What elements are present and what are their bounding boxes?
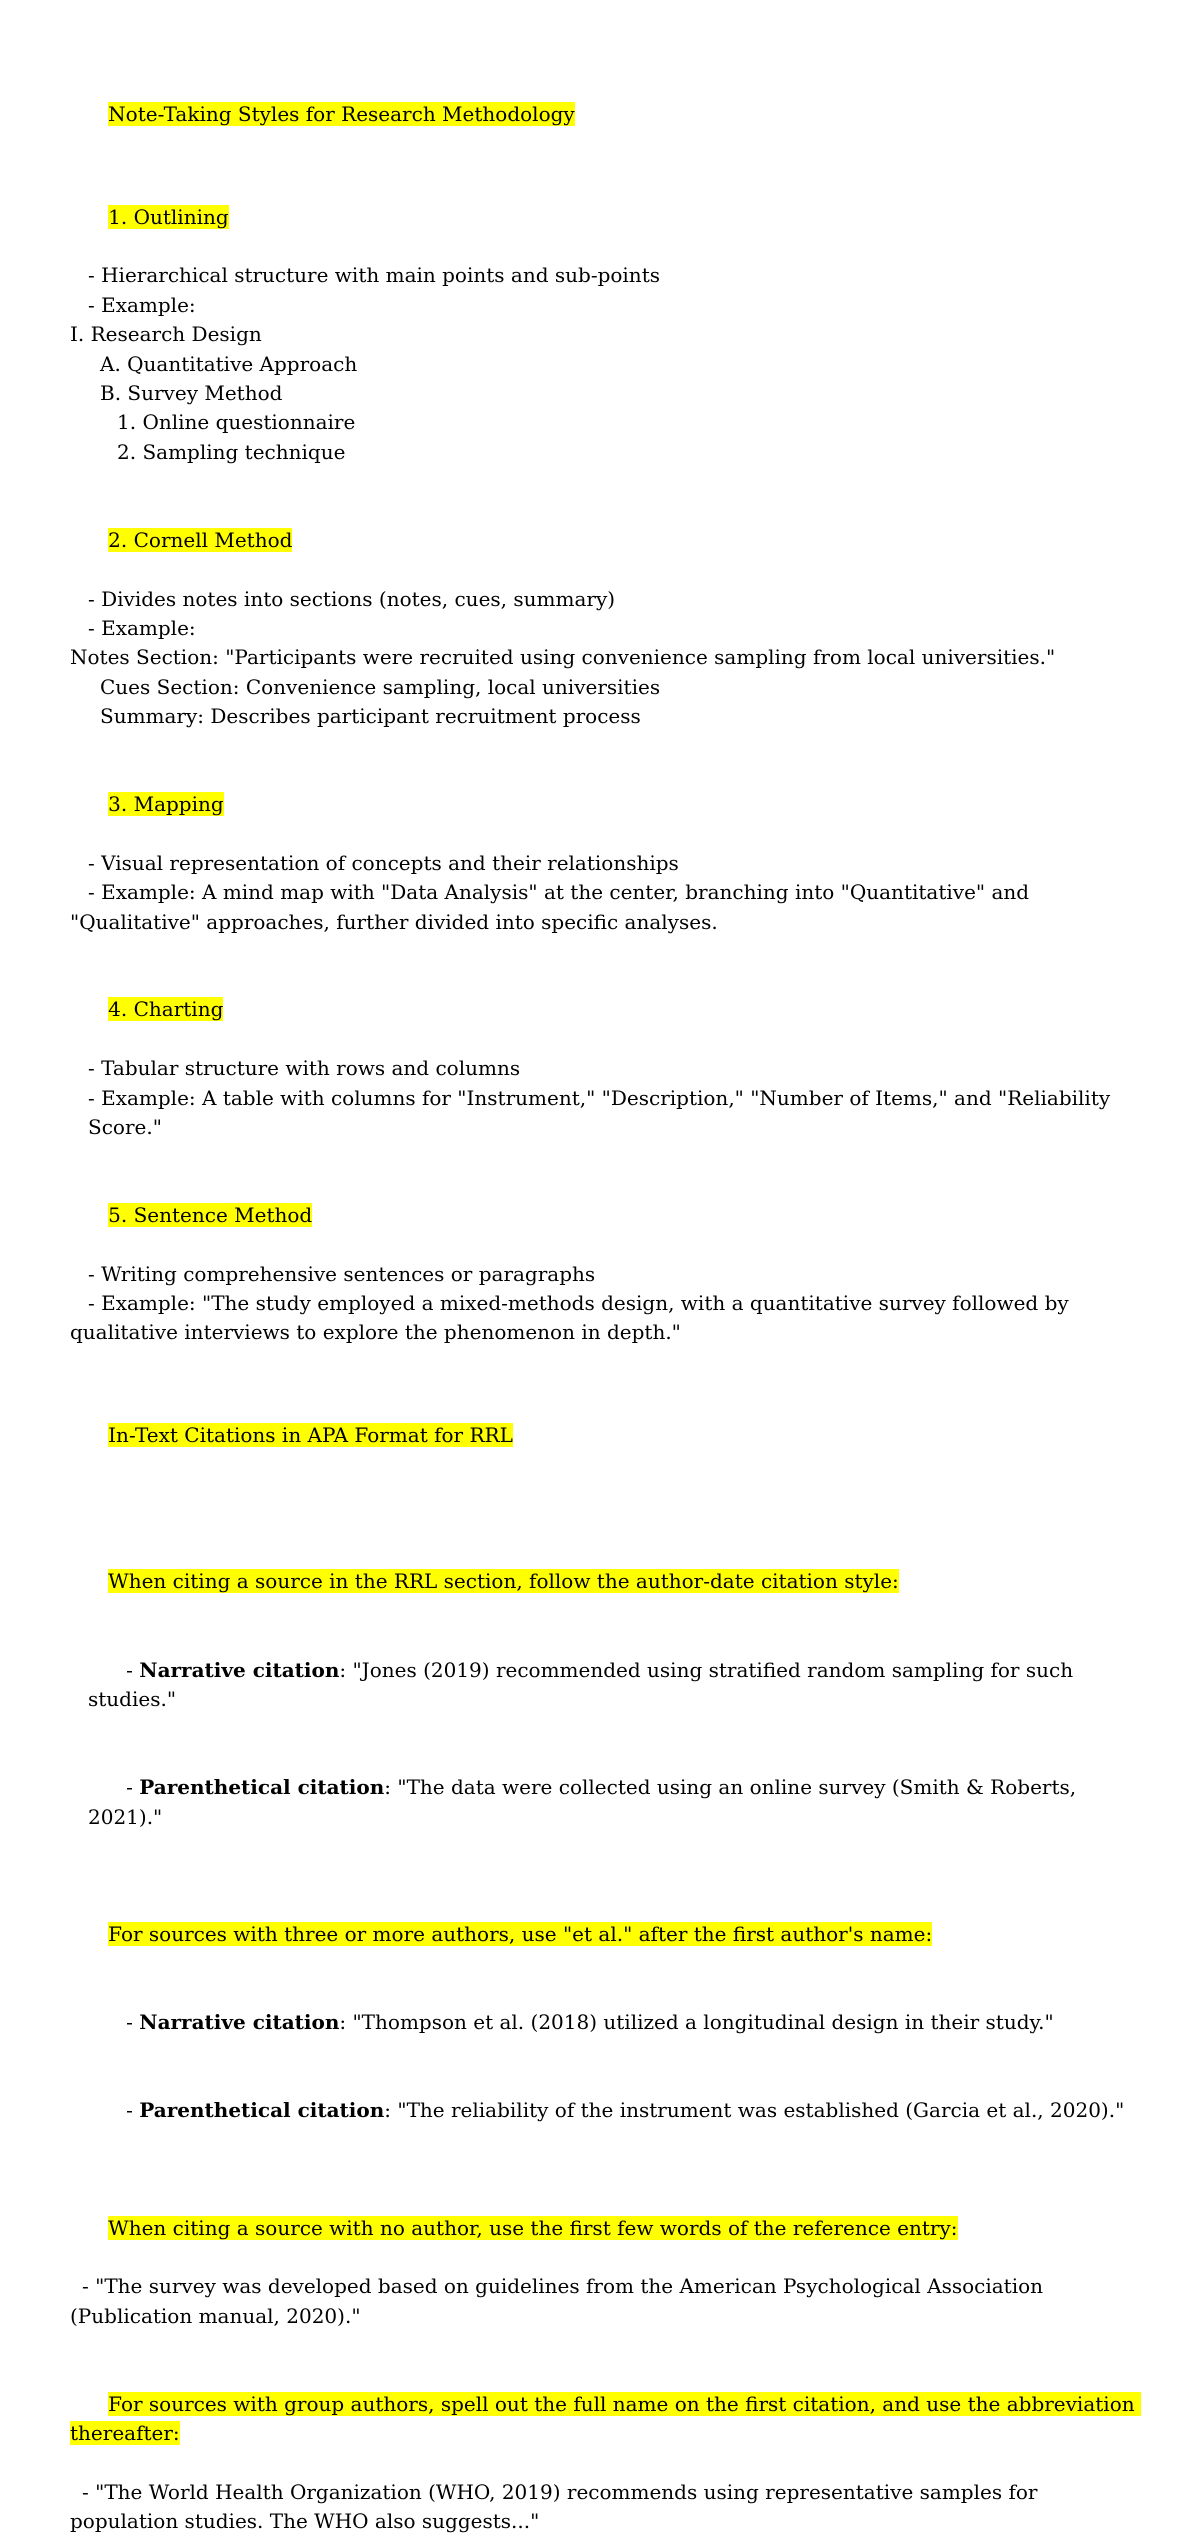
- apa-heading-line: [70, 1392, 1140, 1480]
- apa-block-heading-line: [70, 2184, 1140, 2272]
- apa-block-heading: For sources with group authors, spell out the full name on the first citation, and use the abbreviation thereafter:: [70, 2391, 1141, 2446]
- section-heading-outlining: 1. Outlining: [108, 204, 229, 229]
- citation-text: : "The reliability of the instrument was established (Garcia et al., 2020).": [384, 2098, 1125, 2123]
- spacer: [70, 937, 1140, 966]
- citation-label: Parenthetical citation: [139, 2098, 385, 2123]
- apa-heading: In-Text Citations in APA Format for RRL: [108, 1423, 513, 1448]
- outline-item: A. Quantitative Approach: [100, 351, 358, 376]
- section-line: - Divides notes into sections (notes, cues, summary): [88, 586, 616, 611]
- section-heading-line: [70, 496, 1140, 584]
- section-line: - Example: A mind map with "Data Analysis" at the center, branching into "Quantitative" and "Qualitative" approaches, further divided into specific analyses.: [70, 880, 1036, 934]
- section-line: - Hierarchical structure with main points and sub-points: [88, 263, 660, 288]
- citation-label: Narrative citation: [139, 1657, 340, 1682]
- dash: -: [126, 1775, 140, 1800]
- citation-text: : "Jones (2019) recommended using stratified random sampling for such studies.": [88, 1657, 1080, 1712]
- apa-block-heading: When citing a source in the RRL section, follow the author-date citation style:: [108, 1569, 899, 1594]
- citation-example-line: [70, 1744, 1140, 1862]
- spacer: [70, 1480, 1140, 1538]
- citation-text: : "Thompson et al. (2018) utilized a longitudinal design in their study.": [339, 2010, 1054, 2035]
- cornell-cues-example: Cues Section: Convenience sampling, local universities: [100, 674, 661, 699]
- cornell-notes-example: Notes Section: "Participants were recruited using convenience sampling from local universities.": [70, 645, 1056, 670]
- document-title-line: [70, 71, 1140, 159]
- document-title: Note-Taking Styles for Research Methodology: [108, 102, 575, 127]
- citation-example-line: [70, 2067, 1140, 2155]
- citation-example-line: [70, 1626, 1140, 1744]
- dash: -: [126, 1657, 140, 1682]
- spacer: [70, 1862, 1140, 1891]
- outline-item: 2. Sampling technique: [117, 439, 346, 464]
- apa-block-heading-line: [70, 1891, 1140, 1979]
- outline-item: I. Research Design: [70, 322, 262, 347]
- spacer: [70, 2155, 1140, 2184]
- spacer: [70, 1142, 1140, 1171]
- dash: -: [126, 2010, 140, 2035]
- section-heading-sentence: 5. Sentence Method: [108, 1202, 313, 1227]
- section-heading-cornell: 2. Cornell Method: [108, 527, 293, 552]
- cornell-summary-example: Summary: Describes participant recruitment process: [100, 704, 641, 729]
- spacer: [70, 2331, 1140, 2360]
- section-heading-charting: 4. Charting: [108, 997, 224, 1022]
- apa-block-heading: When citing a source with no author, use the first few words of the reference entry:: [108, 2215, 958, 2240]
- section-line: - Example: A table with columns for "Instrument," "Description," "Number of Items," and "Reliability Score.": [88, 1085, 1117, 1139]
- spacer: [70, 467, 1140, 496]
- section-heading-line: [70, 173, 1140, 261]
- section-heading-line: [70, 966, 1140, 1054]
- section-line: - Example:: [88, 292, 196, 317]
- section-line: - Visual representation of concepts and their relationships: [88, 850, 679, 875]
- apa-block-heading: For sources with three or more authors, use "et al." after the first author's name:: [108, 1921, 933, 1946]
- dash: -: [126, 2098, 140, 2123]
- citation-example-line: [70, 1979, 1140, 2067]
- citation-example-line: - "The World Health Organization (WHO, 2019) recommends using representative samples for population studies. The WHO also suggests...": [70, 2479, 1044, 2534]
- section-heading-line: [70, 1171, 1140, 1259]
- section-line: - Writing comprehensive sentences or paragraphs: [88, 1261, 596, 1286]
- spacer: [70, 732, 1140, 761]
- citation-text: : "The data were collected using an online survey (Smith & Roberts, 2021).": [88, 1775, 1083, 1829]
- section-line: - Example: "The study employed a mixed-methods design, with a quantitative survey followed by qualitative interviews to explore the phenomenon in depth.": [70, 1291, 1076, 1345]
- citation-label: Parenthetical citation: [139, 1775, 385, 1800]
- citation-example-line: - "The survey was developed based on guidelines from the American Psychological Association (Publication manual, 2020).": [70, 2274, 1050, 2328]
- spacer: [70, 159, 1140, 173]
- section-line: - Tabular structure with rows and columns: [88, 1056, 521, 1081]
- document-content: [70, 71, 1140, 2537]
- apa-block-heading-line: [70, 1538, 1140, 1626]
- outline-item: 1. Online questionnaire: [117, 410, 356, 435]
- apa-block-heading-line: [70, 2360, 1140, 2478]
- section-heading-mapping: 3. Mapping: [108, 791, 224, 816]
- outline-item: B. Survey Method: [100, 381, 283, 406]
- spacer: [70, 1348, 1140, 1392]
- section-line: - Example:: [88, 615, 196, 640]
- citation-label: Narrative citation: [139, 2010, 340, 2035]
- section-heading-line: [70, 761, 1140, 849]
